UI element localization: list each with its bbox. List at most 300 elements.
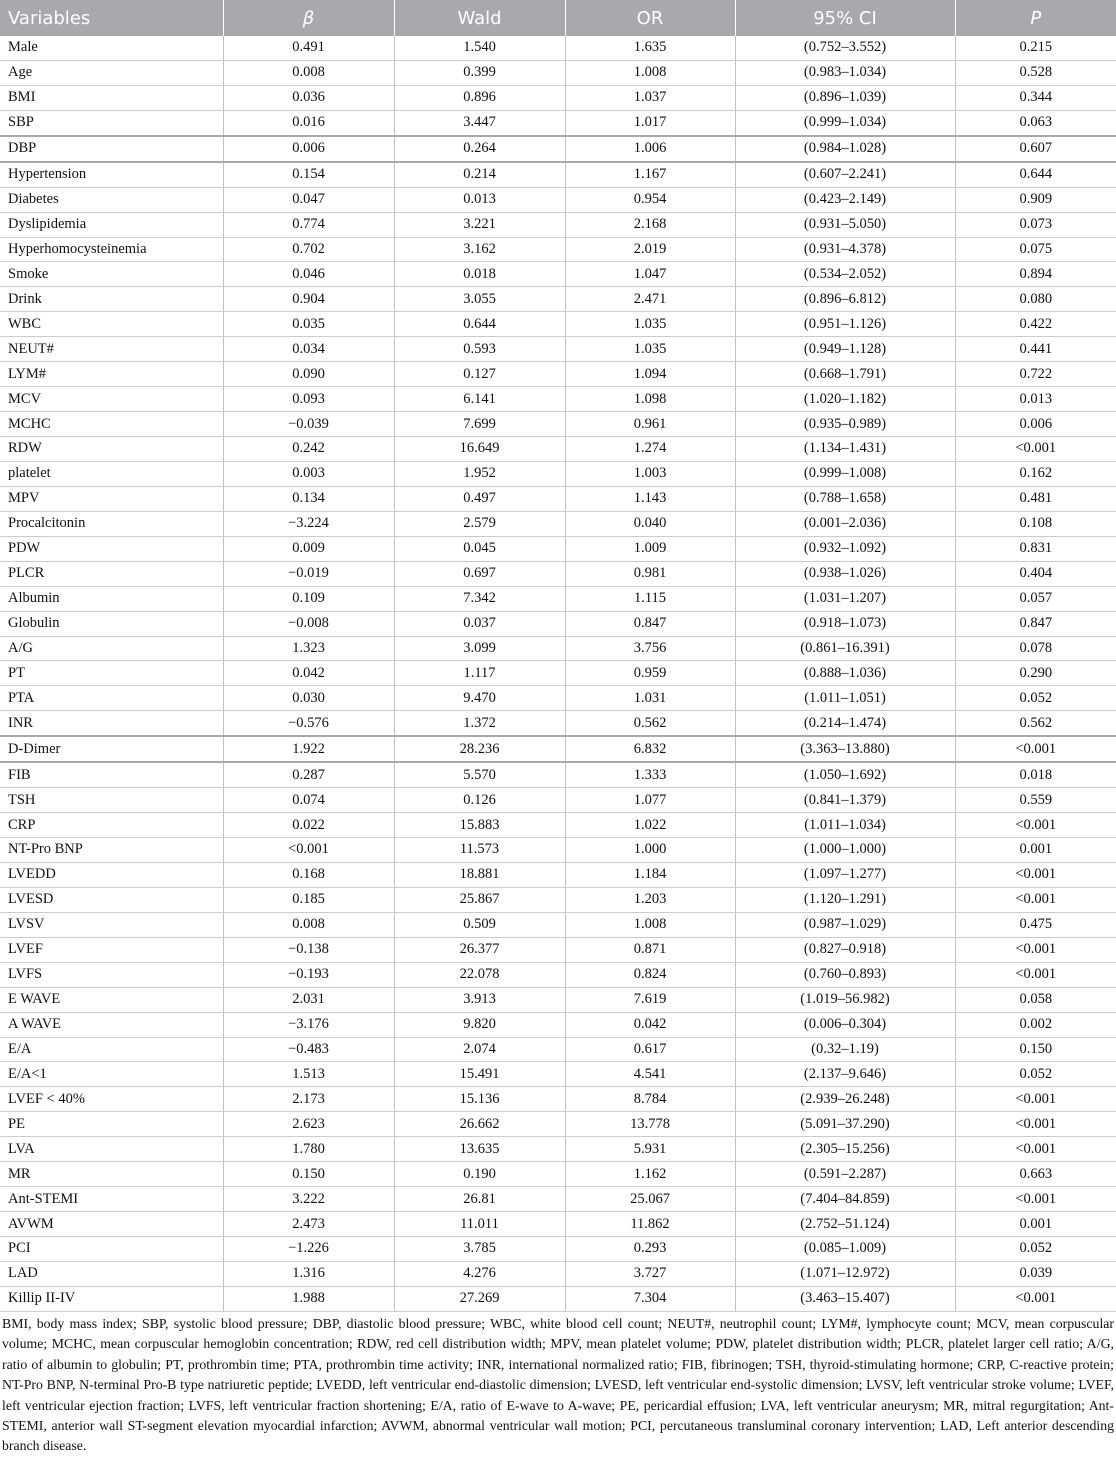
cell-p: 0.108 [955, 511, 1116, 536]
cell-or: 1.008 [565, 912, 735, 937]
cell-or: 7.304 [565, 1286, 735, 1311]
cell-p: 0.528 [955, 60, 1116, 85]
cell-ci: (2.752–51.124) [735, 1212, 955, 1237]
cell-variable: NT-Pro BNP [0, 838, 223, 863]
cell-or: 1.184 [565, 862, 735, 887]
cell-wald: 0.697 [394, 561, 565, 586]
cell-p: 0.073 [955, 212, 1116, 237]
cell-variable: LYM# [0, 362, 223, 387]
table-row [0, 1237, 1116, 1262]
table-row [0, 1261, 1116, 1286]
cell-p: <0.001 [955, 437, 1116, 462]
cell-ci: (0.987–1.029) [735, 912, 955, 937]
cell-wald: 27.269 [394, 1286, 565, 1311]
cell-wald: 3.913 [394, 987, 565, 1012]
cell-p: 0.052 [955, 1062, 1116, 1087]
cell-beta: −0.483 [223, 1037, 394, 1062]
cell-p: 0.215 [955, 36, 1116, 60]
table-row [0, 1162, 1116, 1187]
cell-or: 0.293 [565, 1237, 735, 1262]
cell-or: 1.077 [565, 788, 735, 813]
cell-ci: (5.091–37.290) [735, 1112, 955, 1137]
cell-ci: (1.031–1.207) [735, 586, 955, 611]
cell-beta: 0.009 [223, 536, 394, 561]
cell-beta: −0.039 [223, 412, 394, 437]
cell-ci: (0.423–2.149) [735, 187, 955, 212]
cell-p: <0.001 [955, 1112, 1116, 1137]
cell-ci: (7.404–84.859) [735, 1187, 955, 1212]
cell-wald: 0.037 [394, 611, 565, 636]
cell-or: 1.035 [565, 312, 735, 337]
table-row [0, 486, 1116, 511]
cell-ci: (0.32–1.19) [735, 1037, 955, 1062]
cell-beta: 0.134 [223, 486, 394, 511]
cell-wald: 5.570 [394, 762, 565, 787]
cell-ci: (0.949–1.128) [735, 337, 955, 362]
cell-ci: (1.000–1.000) [735, 838, 955, 863]
table-row [0, 287, 1116, 312]
cell-wald: 9.820 [394, 1012, 565, 1037]
cell-or: 1.162 [565, 1162, 735, 1187]
table-row [0, 1112, 1116, 1137]
table-row [0, 461, 1116, 486]
cell-variable: PLCR [0, 561, 223, 586]
cell-ci: (0.085–1.009) [735, 1237, 955, 1262]
cell-p: 0.422 [955, 312, 1116, 337]
cell-variable: PTA [0, 686, 223, 711]
cell-variable: A WAVE [0, 1012, 223, 1037]
cell-p: 0.663 [955, 1162, 1116, 1187]
cell-or: 1.017 [565, 110, 735, 135]
table-header-row [0, 0, 1116, 36]
table-body [0, 36, 1116, 1311]
cell-beta: −3.176 [223, 1012, 394, 1037]
cell-or: 0.959 [565, 661, 735, 686]
cell-p: 0.080 [955, 287, 1116, 312]
cell-p: <0.001 [955, 1087, 1116, 1112]
table-row [0, 887, 1116, 912]
cell-p: 0.058 [955, 987, 1116, 1012]
cell-variable: FIB [0, 762, 223, 787]
header-beta: β [223, 0, 394, 36]
cell-p: 0.607 [955, 136, 1116, 162]
table-row [0, 110, 1116, 135]
cell-ci: (1.050–1.692) [735, 762, 955, 787]
cell-or: 0.954 [565, 187, 735, 212]
cell-ci: (0.861–16.391) [735, 636, 955, 661]
cell-or: 0.042 [565, 1012, 735, 1037]
cell-ci: (0.214–1.474) [735, 711, 955, 736]
table-row [0, 212, 1116, 237]
cell-variable: INR [0, 711, 223, 736]
cell-or: 1.008 [565, 60, 735, 85]
cell-p: <0.001 [955, 813, 1116, 838]
table-row [0, 686, 1116, 711]
cell-p: 0.006 [955, 412, 1116, 437]
cell-beta: 3.222 [223, 1187, 394, 1212]
cell-beta: 2.623 [223, 1112, 394, 1137]
table-row [0, 1212, 1116, 1237]
cell-variable: Drink [0, 287, 223, 312]
cell-wald: 26.81 [394, 1187, 565, 1212]
cell-p: 0.150 [955, 1037, 1116, 1062]
cell-variable: SBP [0, 110, 223, 135]
cell-or: 1.094 [565, 362, 735, 387]
cell-beta: <0.001 [223, 838, 394, 863]
cell-wald: 7.342 [394, 586, 565, 611]
cell-variable: Albumin [0, 586, 223, 611]
table-row [0, 1137, 1116, 1162]
cell-or: 0.847 [565, 611, 735, 636]
table-row [0, 187, 1116, 212]
cell-beta: 1.316 [223, 1261, 394, 1286]
table-row [0, 387, 1116, 412]
header-or: OR [565, 0, 735, 36]
table-row [0, 561, 1116, 586]
header-variables: Variables [0, 0, 223, 36]
cell-beta: −0.138 [223, 937, 394, 962]
cell-wald: 3.447 [394, 110, 565, 135]
cell-p: 0.078 [955, 636, 1116, 661]
cell-p: 0.052 [955, 1237, 1116, 1262]
cell-beta: 2.473 [223, 1212, 394, 1237]
cell-wald: 0.013 [394, 187, 565, 212]
cell-variable: Age [0, 60, 223, 85]
cell-beta: 0.035 [223, 312, 394, 337]
cell-wald: 26.377 [394, 937, 565, 962]
cell-variable: MPV [0, 486, 223, 511]
table-row [0, 312, 1116, 337]
cell-beta: −0.019 [223, 561, 394, 586]
cell-wald: 26.662 [394, 1112, 565, 1137]
cell-variable: Male [0, 36, 223, 60]
table-row [0, 611, 1116, 636]
cell-ci: (0.896–1.039) [735, 85, 955, 110]
cell-wald: 0.497 [394, 486, 565, 511]
cell-ci: (2.939–26.248) [735, 1087, 955, 1112]
table-row [0, 85, 1116, 110]
cell-ci: (1.011–1.034) [735, 813, 955, 838]
cell-wald: 0.644 [394, 312, 565, 337]
cell-beta: 0.008 [223, 60, 394, 85]
cell-variable: Hypertension [0, 162, 223, 187]
cell-beta: 1.323 [223, 636, 394, 661]
cell-variable: E WAVE [0, 987, 223, 1012]
cell-p: <0.001 [955, 962, 1116, 987]
cell-wald: 15.491 [394, 1062, 565, 1087]
table-row [0, 237, 1116, 262]
header-ci: 95% CI [735, 0, 955, 36]
cell-or: 1.115 [565, 586, 735, 611]
cell-ci: (0.932–1.092) [735, 536, 955, 561]
cell-p: 0.475 [955, 912, 1116, 937]
cell-or: 5.931 [565, 1137, 735, 1162]
cell-p: 0.075 [955, 237, 1116, 262]
cell-variable: Hyperhomocysteinemia [0, 237, 223, 262]
cell-variable: TSH [0, 788, 223, 813]
cell-or: 1.635 [565, 36, 735, 60]
cell-ci: (0.931–5.050) [735, 212, 955, 237]
cell-ci: (1.134–1.431) [735, 437, 955, 462]
cell-p: 0.722 [955, 362, 1116, 387]
cell-ci: (0.752–3.552) [735, 36, 955, 60]
cell-p: 0.013 [955, 387, 1116, 412]
cell-beta: 0.702 [223, 237, 394, 262]
cell-beta: 0.168 [223, 862, 394, 887]
header-wald: Wald [394, 0, 565, 36]
table-row [0, 36, 1116, 60]
cell-variable: CRP [0, 813, 223, 838]
cell-wald: 2.579 [394, 511, 565, 536]
cell-or: 1.006 [565, 136, 735, 162]
cell-variable: LVSV [0, 912, 223, 937]
cell-or: 0.617 [565, 1037, 735, 1062]
cell-variable: Killip II-IV [0, 1286, 223, 1311]
table-row [0, 262, 1116, 287]
cell-wald: 13.635 [394, 1137, 565, 1162]
table-row [0, 636, 1116, 661]
cell-ci: (0.841–1.379) [735, 788, 955, 813]
cell-p: 0.644 [955, 162, 1116, 187]
cell-p: 0.559 [955, 788, 1116, 813]
table-footnote: BMI, body mass index; SBP, systolic blood pressure; DBP, diastolic blood pressure; WBC, white blood cell count; NEUT#, neutrophil count; LYM#, lymphocyte count; MCV, mean corpuscular volume; MCHC, mean corpuscular hemoglobin concentration; RDW, red cell distribution width; MPV, mean platelet volume; PDW, platelet distribution width; PLCR, platelet larger cell ratio; A/G, ratio of albumin to globulin; PT, prothrombin time; PTA, prothrombin time activity; INR, international normalized ratio; FIB, fibrinogen; TSH, thyroid-stimulating hormone; CRP, C-reactive protein; NT-Pro BNP, N-terminal Pro-B type natriuretic peptide; LVEDD, left ventricular end-diastolic dimension; LVESD, left ventricular end-systolic dimension; LVSV, left ventricular stroke volume; LVEF, left ventricular ejection fraction; LVFS, left ventricular fraction shortening; E/A, ratio of E-wave to A-wave; PE, pericardial effusion; LVA, left ventricular aneurysm; MR, mitral regurgitation; Ant-STEMI, anterior wall ST-segment elevation myocardial infarction; AVWM, abnormal ventricular wall motion; PCI, percutaneous transluminal coronary intervention; LAD, Left anterior descending branch disease. [2, 1316, 1114, 1454]
cell-or: 0.824 [565, 962, 735, 987]
cell-or: 2.019 [565, 237, 735, 262]
table-row [0, 536, 1116, 561]
table-row [0, 162, 1116, 187]
cell-ci: (0.951–1.126) [735, 312, 955, 337]
cell-p: 0.063 [955, 110, 1116, 135]
cell-or: 1.333 [565, 762, 735, 787]
table-row [0, 337, 1116, 362]
cell-beta: −0.193 [223, 962, 394, 987]
cell-p: 0.039 [955, 1261, 1116, 1286]
cell-ci: (0.591–2.287) [735, 1162, 955, 1187]
cell-beta: 0.022 [223, 813, 394, 838]
cell-ci: (2.137–9.646) [735, 1062, 955, 1087]
cell-beta: 0.109 [223, 586, 394, 611]
cell-or: 1.098 [565, 387, 735, 412]
table-row [0, 838, 1116, 863]
cell-variable: LVEF [0, 937, 223, 962]
cell-variable: PDW [0, 536, 223, 561]
cell-beta: 1.988 [223, 1286, 394, 1311]
cell-ci: (1.097–1.277) [735, 862, 955, 887]
table-row [0, 362, 1116, 387]
cell-or: 0.040 [565, 511, 735, 536]
cell-beta: 0.008 [223, 912, 394, 937]
table-row [0, 862, 1116, 887]
cell-beta: 0.287 [223, 762, 394, 787]
cell-or: 2.471 [565, 287, 735, 312]
cell-or: 0.981 [565, 561, 735, 586]
cell-or: 0.562 [565, 711, 735, 736]
cell-wald: 16.649 [394, 437, 565, 462]
cell-wald: 0.127 [394, 362, 565, 387]
cell-beta: 0.491 [223, 36, 394, 60]
cell-beta: 1.922 [223, 736, 394, 762]
table-row [0, 1187, 1116, 1212]
table-row [0, 1286, 1116, 1311]
cell-variable: Diabetes [0, 187, 223, 212]
cell-p: 0.344 [955, 85, 1116, 110]
cell-wald: 11.573 [394, 838, 565, 863]
cell-beta: 0.150 [223, 1162, 394, 1187]
cell-variable: NEUT# [0, 337, 223, 362]
cell-variable: MCHC [0, 412, 223, 437]
cell-or: 4.541 [565, 1062, 735, 1087]
cell-p: <0.001 [955, 736, 1116, 762]
cell-p: 0.441 [955, 337, 1116, 362]
cell-variable: BMI [0, 85, 223, 110]
cell-wald: 0.214 [394, 162, 565, 187]
table-row [0, 1087, 1116, 1112]
table-row [0, 711, 1116, 736]
cell-ci: (0.668–1.791) [735, 362, 955, 387]
cell-wald: 0.399 [394, 60, 565, 85]
cell-variable: RDW [0, 437, 223, 462]
cell-wald: 3.055 [394, 287, 565, 312]
cell-or: 8.784 [565, 1087, 735, 1112]
cell-beta: 0.074 [223, 788, 394, 813]
cell-ci: (0.983–1.034) [735, 60, 955, 85]
cell-ci: (0.999–1.034) [735, 110, 955, 135]
cell-beta: 0.046 [223, 262, 394, 287]
cell-wald: 28.236 [394, 736, 565, 762]
cell-variable: AVWM [0, 1212, 223, 1237]
cell-or: 1.031 [565, 686, 735, 711]
cell-or: 3.756 [565, 636, 735, 661]
cell-beta: 0.036 [223, 85, 394, 110]
cell-ci: (1.071–12.972) [735, 1261, 955, 1286]
cell-variable: LVEF < 40% [0, 1087, 223, 1112]
cell-variable: DBP [0, 136, 223, 162]
cell-wald: 3.162 [394, 237, 565, 262]
cell-wald: 1.540 [394, 36, 565, 60]
table-row [0, 912, 1116, 937]
cell-wald: 0.126 [394, 788, 565, 813]
cell-ci: (0.001–2.036) [735, 511, 955, 536]
cell-p: 0.057 [955, 586, 1116, 611]
cell-wald: 3.785 [394, 1237, 565, 1262]
cell-p: 0.562 [955, 711, 1116, 736]
cell-or: 1.000 [565, 838, 735, 863]
cell-variable: PCI [0, 1237, 223, 1262]
cell-variable: WBC [0, 312, 223, 337]
table-row [0, 736, 1116, 762]
cell-ci: (1.020–1.182) [735, 387, 955, 412]
cell-variable: Smoke [0, 262, 223, 287]
cell-wald: 1.117 [394, 661, 565, 686]
cell-wald: 11.011 [394, 1212, 565, 1237]
cell-wald: 0.896 [394, 85, 565, 110]
cell-beta: 0.185 [223, 887, 394, 912]
cell-ci: (1.120–1.291) [735, 887, 955, 912]
cell-ci: (0.827–0.918) [735, 937, 955, 962]
cell-variable: A/G [0, 636, 223, 661]
cell-or: 0.961 [565, 412, 735, 437]
cell-wald: 3.099 [394, 636, 565, 661]
cell-p: 0.018 [955, 762, 1116, 787]
cell-p: <0.001 [955, 937, 1116, 962]
cell-ci: (0.938–1.026) [735, 561, 955, 586]
cell-beta: 0.090 [223, 362, 394, 387]
cell-or: 11.862 [565, 1212, 735, 1237]
cell-or: 6.832 [565, 736, 735, 762]
table-row [0, 661, 1116, 686]
cell-or: 1.037 [565, 85, 735, 110]
cell-p: 0.290 [955, 661, 1116, 686]
cell-wald: 2.074 [394, 1037, 565, 1062]
cell-p: <0.001 [955, 887, 1116, 912]
cell-or: 1.167 [565, 162, 735, 187]
cell-p: 0.404 [955, 561, 1116, 586]
cell-variable: Globulin [0, 611, 223, 636]
cell-beta: −0.576 [223, 711, 394, 736]
cell-wald: 3.221 [394, 212, 565, 237]
cell-p: 0.052 [955, 686, 1116, 711]
cell-variable: D-Dimer [0, 736, 223, 762]
cell-ci: (0.999–1.008) [735, 461, 955, 486]
cell-beta: 2.031 [223, 987, 394, 1012]
cell-variable: platelet [0, 461, 223, 486]
cell-or: 25.067 [565, 1187, 735, 1212]
cell-or: 1.274 [565, 437, 735, 462]
cell-beta: 0.047 [223, 187, 394, 212]
cell-ci: (0.918–1.073) [735, 611, 955, 636]
cell-p: <0.001 [955, 1286, 1116, 1311]
cell-beta: −0.008 [223, 611, 394, 636]
cell-beta: 0.006 [223, 136, 394, 162]
cell-or: 3.727 [565, 1261, 735, 1286]
cell-ci: (0.984–1.028) [735, 136, 955, 162]
cell-wald: 4.276 [394, 1261, 565, 1286]
cell-variable: Procalcitonin [0, 511, 223, 536]
cell-wald: 25.867 [394, 887, 565, 912]
cell-wald: 7.699 [394, 412, 565, 437]
cell-ci: (0.607–2.241) [735, 162, 955, 187]
cell-wald: 15.136 [394, 1087, 565, 1112]
cell-p: 0.162 [955, 461, 1116, 486]
cell-or: 0.871 [565, 937, 735, 962]
table-row [0, 136, 1116, 162]
cell-variable: E/A<1 [0, 1062, 223, 1087]
cell-beta: 0.030 [223, 686, 394, 711]
cell-or: 7.619 [565, 987, 735, 1012]
table-row [0, 937, 1116, 962]
cell-wald: 18.881 [394, 862, 565, 887]
cell-or: 1.009 [565, 536, 735, 561]
cell-beta: 1.513 [223, 1062, 394, 1087]
cell-ci: (1.011–1.051) [735, 686, 955, 711]
cell-p: 0.909 [955, 187, 1116, 212]
cell-or: 1.047 [565, 262, 735, 287]
cell-ci: (3.463–15.407) [735, 1286, 955, 1311]
cell-beta: 0.904 [223, 287, 394, 312]
cell-beta: 0.003 [223, 461, 394, 486]
table-row [0, 437, 1116, 462]
cell-p: <0.001 [955, 862, 1116, 887]
cell-variable: Dyslipidemia [0, 212, 223, 237]
cell-ci: (0.896–6.812) [735, 287, 955, 312]
cell-or: 1.022 [565, 813, 735, 838]
cell-beta: −3.224 [223, 511, 394, 536]
cell-or: 1.035 [565, 337, 735, 362]
cell-wald: 0.190 [394, 1162, 565, 1187]
cell-or: 13.778 [565, 1112, 735, 1137]
cell-wald: 0.509 [394, 912, 565, 937]
cell-wald: 0.264 [394, 136, 565, 162]
